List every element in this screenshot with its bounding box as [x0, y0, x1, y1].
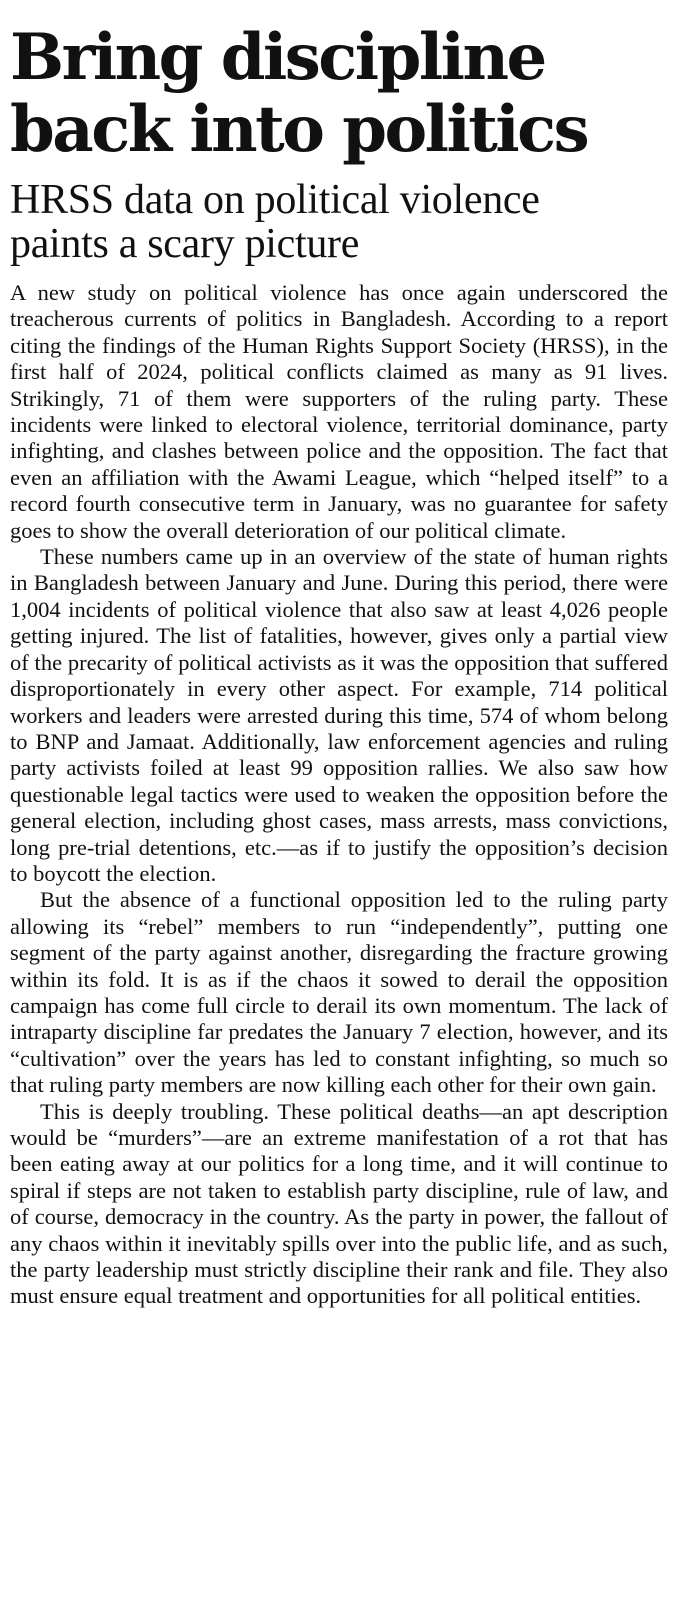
paragraph-1: A new study on political violence has once again underscored the treacherous currents of politics in Bangladesh. According to a report citing the findings of the Human Rights Support Society (HRSS), in the first half of 2024, political conflicts claimed as many as 91 lives. Strikingly, 71 of them were supporters of the ruling party. These incidents were linked to electoral violence, territorial dominance, party infighting, and clashes between police and the opposition. The fact that even an affiliation with the Awami League, which “helped itself” to a record fourth consecutive term in January, was no guarantee for safety goes to show the overall deterioration of our political climate.	[10, 280, 668, 543]
headline	[10, 22, 668, 166]
subheadline-line-2: paints a scary picture	[10, 221, 360, 267]
paragraph-2: These numbers came up in an overview of the state of human rights in Bangladesh between January and June. During this period, there were 1,004 incidents of political violence that also saw at least 4,026 people getting injured. The list of fatalities, however, gives only a partial view of the precarity of political activists as it was the opposition that suffered disproportionately in every other aspect. For example, 714 political workers and leaders were arrested during this time, 574 of whom belong to BNP and Jamaat. Additionally, law enforcement agencies and ruling party activists foiled at least 99 opposition rallies. We also saw how questionable legal tactics were used to weaken the opposition before the general election, including ghost cases, mass arrests, mass convictions, long pre-trial detentions, etc.—as if to justify the opposition’s decision to boycott the election.	[10, 544, 668, 886]
paragraph-4: This is deeply troubling. These political deaths—an apt description would be “murders”—are an extreme manifestation of a rot that has been eating away at our politics for a long time, and it will continue to spiral if steps are not taken to establish party discipline, rule of law, and of course, democracy in the country. As the party in power, the fallout of any chaos within it inevitably spills over into the public life, and as such, the party leadership must strictly discipline their rank and file. They also must ensure equal treatment and opportunities for all political entities.	[10, 1098, 668, 1309]
headline-line-1: Bring discipline	[10, 20, 545, 95]
subheadline	[10, 178, 668, 266]
article-body	[10, 280, 668, 1310]
subheadline-line-1: HRSS data on political violence	[10, 177, 540, 223]
editorial-article	[10, 22, 668, 1310]
paragraph-3: But the absence of a functional opposition led to the ruling party allowing its “rebel” members to run “independently”, putting one segment of the party against another, disregarding the fracture growing within its fold. It is as if the chaos it sowed to derail the opposition campaign has come full circle to derail its own momentum. The lack of intraparty discipline far predates the January 7 election, however, and its “cultivation” over the years has led to constant infighting, so much so that ruling party members are now killing each other for their own gain.	[10, 887, 668, 1098]
headline-line-2: back into politics	[10, 92, 588, 167]
